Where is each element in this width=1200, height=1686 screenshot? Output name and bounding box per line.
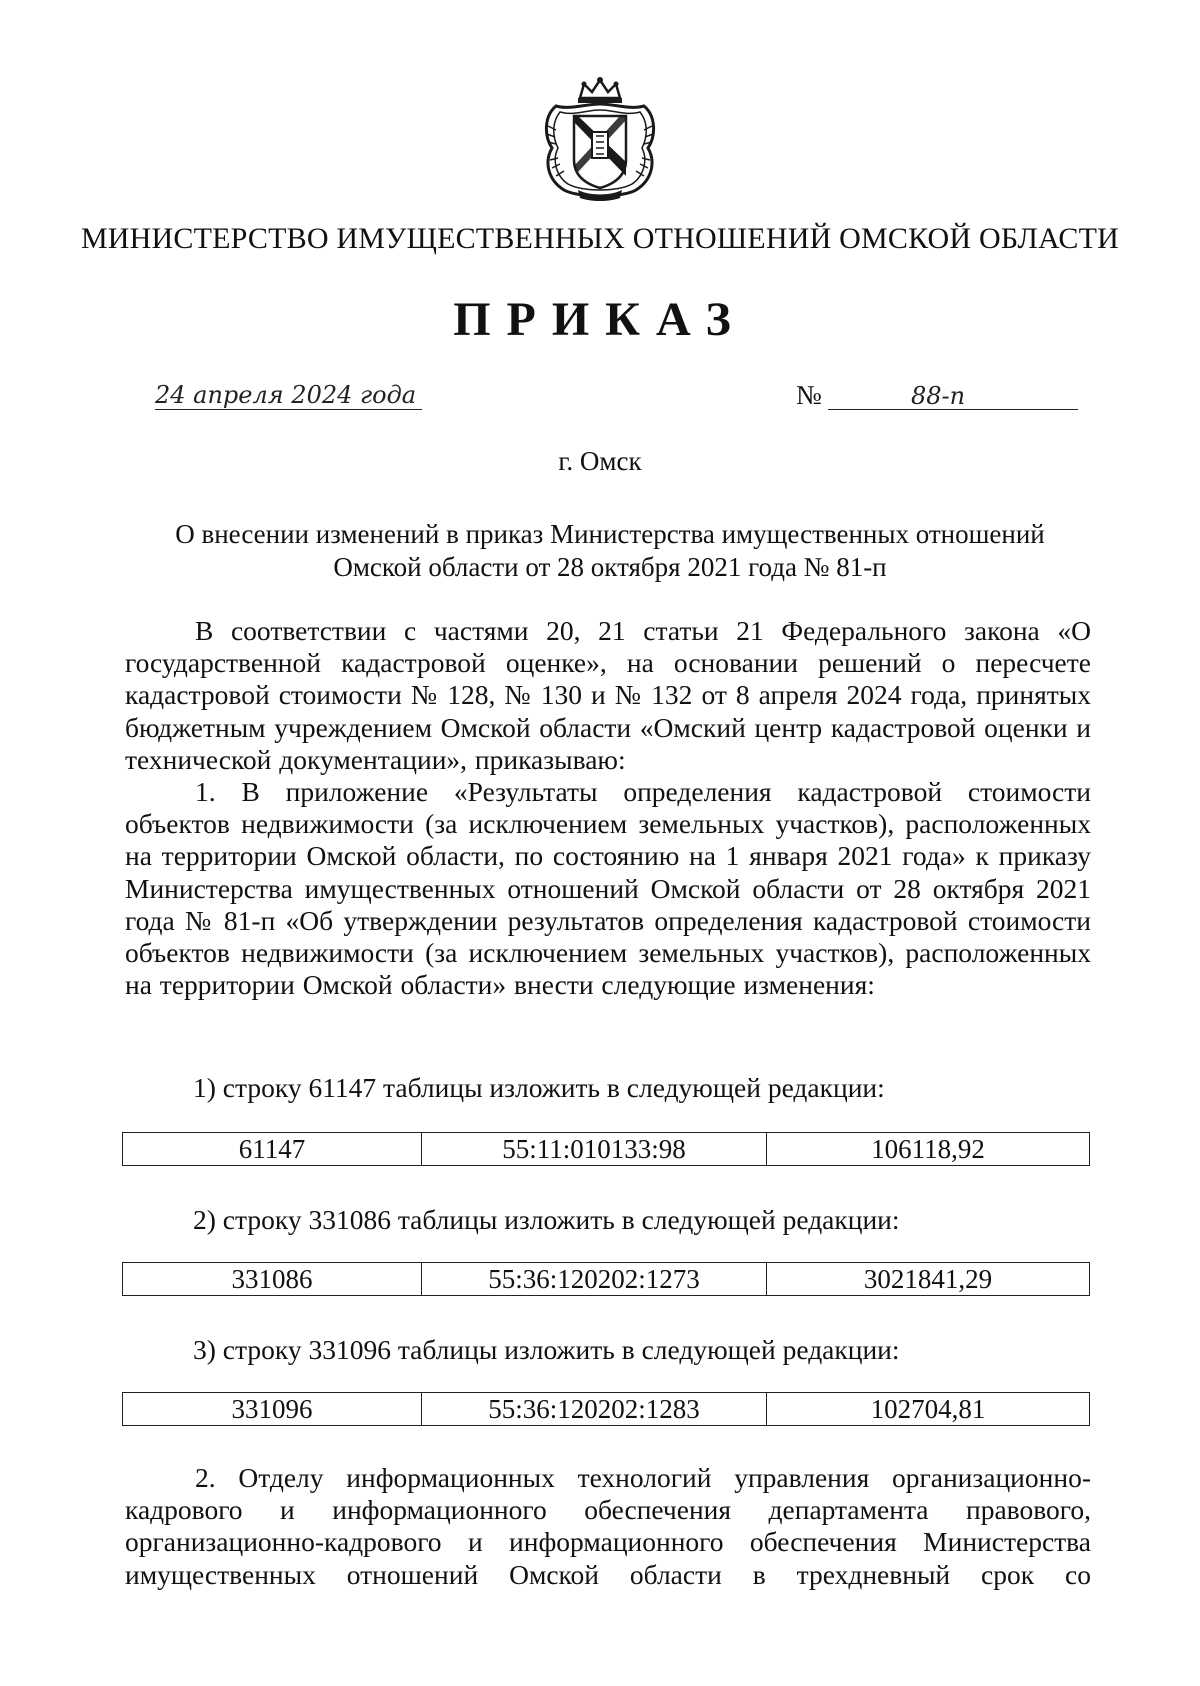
order-subject xyxy=(130,518,1090,584)
subject-line-1: О внесении изменений в приказ Министерства имущественных отношений xyxy=(175,519,1045,549)
cadastral-number-cell: 55:11:010133:98 xyxy=(422,1133,767,1165)
city: г. Омск xyxy=(558,446,642,476)
number-sign: № xyxy=(796,380,822,410)
table-row xyxy=(122,1132,1090,1166)
sub-item-3: 3) строку 331096 таблицы изложить в следующей редакции: xyxy=(193,1334,900,1365)
intro-paragraph: В соответствии с частями 20, 21 статьи 21 Федерального закона «О государственной кадастровой оценке», на основании решений о пересчете кадастровой стоимости № 128, № 130 и № 132 от 8 апреля 2024 года, принятых бюджетным учреждением Омской области «Омский центр кадастровой оценки и технической документации», приказываю: xyxy=(125,615,1091,775)
order-body xyxy=(125,615,1091,1001)
order-number-value: 88-п xyxy=(911,382,966,410)
table-row xyxy=(122,1262,1090,1296)
item-1-paragraph: 1. В приложение «Результаты определения кадастровой стоимости объектов недвижимости (за исключением земельных участков), расположенных на территории Омской области, по состоянию на 1 января 2021 года» к приказу Министерства имущественных отношений Омской области от 28 октября 2021 года № 81-п «Об утверждении результатов определения кадастровой стоимости объектов недвижимости (за исключением земельных участков), расположенных на территории Омской области» внести следующие изменения: xyxy=(125,776,1091,1001)
row-number-cell: 331096 xyxy=(123,1393,422,1425)
ministry-name: МИНИСТЕРСТВО ИМУЩЕСТВЕННЫХ ОТНОШЕНИЙ ОМСКОЙ ОБЛАСТИ xyxy=(80,222,1120,255)
sub-item-1: 1) строку 61147 таблицы изложить в следующей редакции: xyxy=(193,1072,885,1103)
order-number xyxy=(796,380,1078,412)
cadastral-value-cell: 106118,92 xyxy=(871,1134,985,1164)
omsk-coat-of-arms-icon xyxy=(538,76,662,202)
cadastral-number-cell: 55:36:120202:1273 xyxy=(422,1263,767,1295)
item-2-paragraph: 2. Отделу информационных технологий управления организационно-кадрового и информационного обеспечения департамента правового, организационно-кадрового и информационного обеспечения Министерства имущественных отношений Омской области в трехдневный срок со xyxy=(125,1462,1091,1590)
row-number-cell: 61147 xyxy=(123,1133,422,1165)
sub-item-2: 2) строку 331086 таблицы изложить в следующей редакции: xyxy=(193,1204,900,1235)
cadastral-value-cell: 102704,81 xyxy=(870,1394,986,1424)
subject-line-2: Омской области от 28 октября 2021 года № 81-п xyxy=(333,552,887,582)
document-type-title: ПРИКАЗ xyxy=(453,293,747,346)
row-number-cell: 331086 xyxy=(123,1263,422,1295)
cadastral-number-cell: 55:36:120202:1283 xyxy=(422,1393,767,1425)
table-row xyxy=(122,1392,1090,1426)
order-date: 24 апреля 2024 года xyxy=(155,382,422,410)
cadastral-value-cell: 3021841,29 xyxy=(863,1264,993,1294)
item-2-block xyxy=(125,1462,1091,1591)
